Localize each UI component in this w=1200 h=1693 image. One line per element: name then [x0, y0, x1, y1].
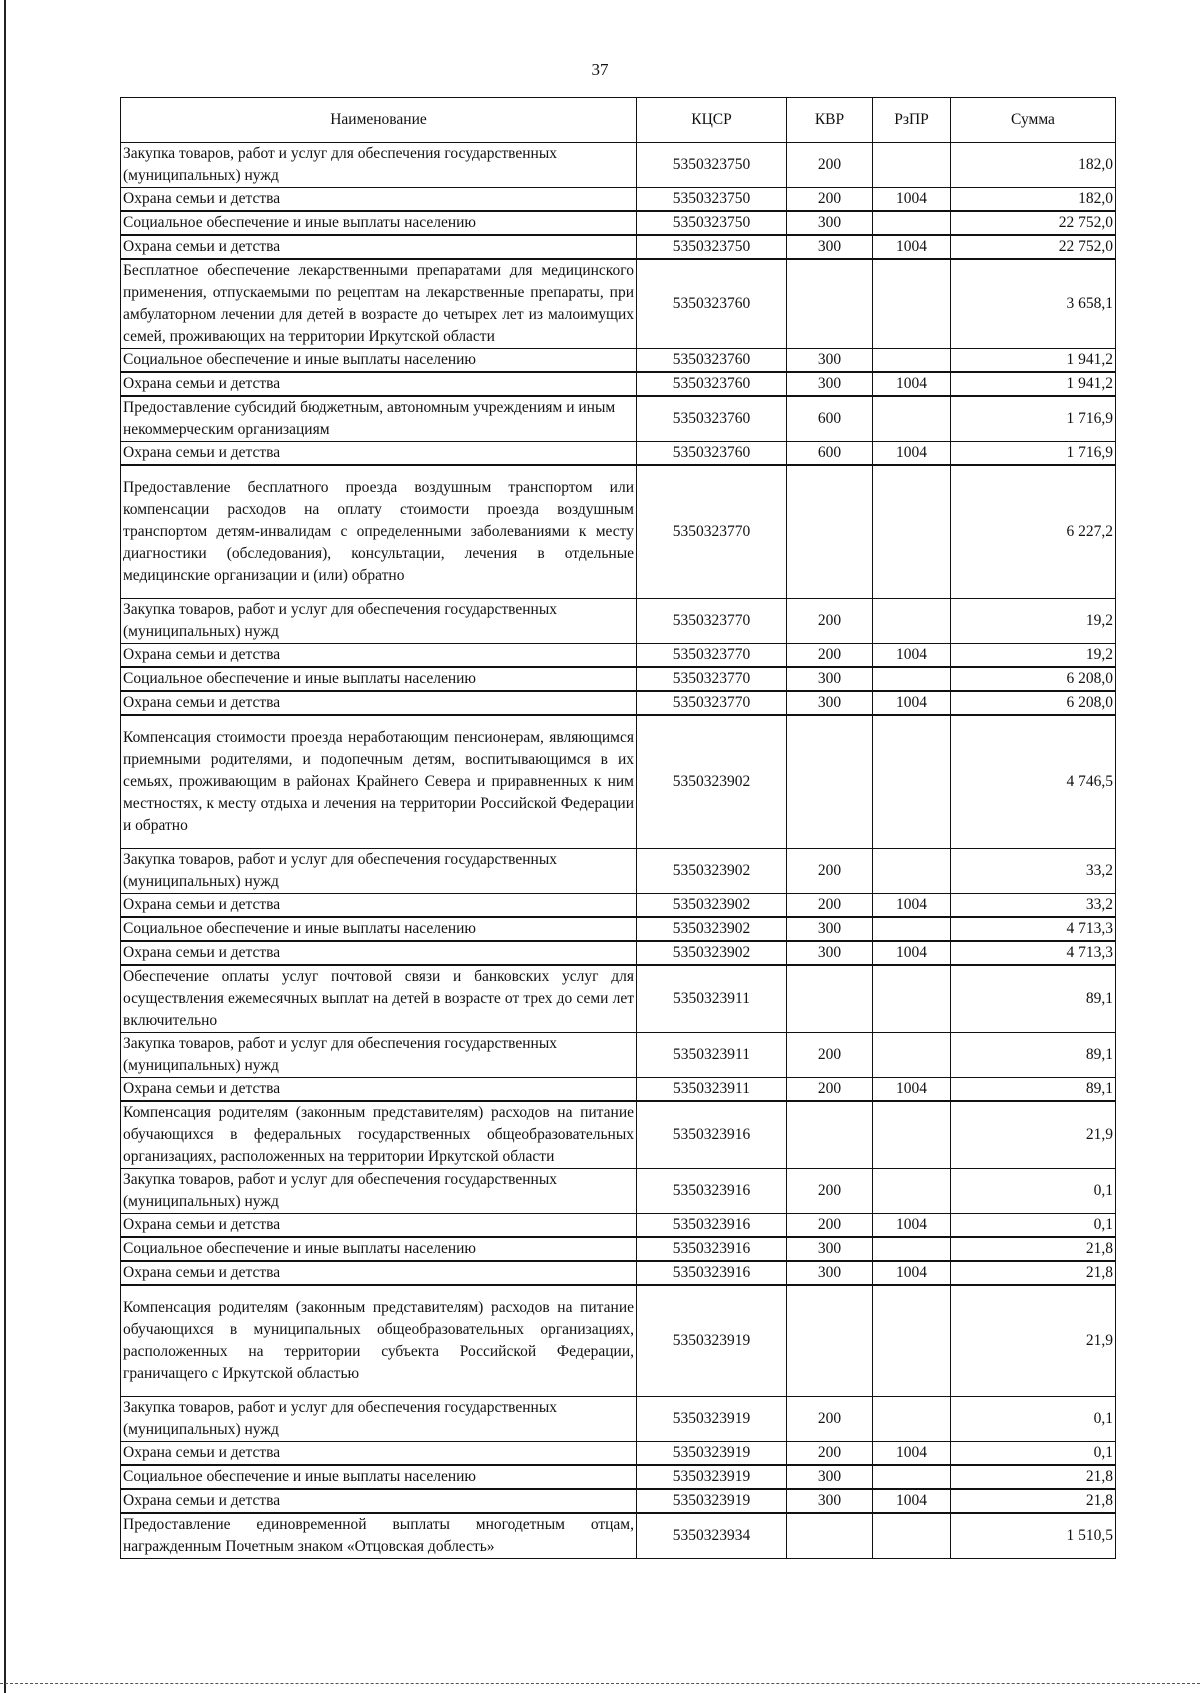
cell-rzpr: 1004 [873, 442, 951, 466]
cell-rzpr: 1004 [873, 691, 951, 715]
cell-sum: 6 227,2 [951, 465, 1116, 599]
table-row [121, 1101, 1116, 1169]
cell-code: 5350323919 [637, 1465, 787, 1489]
cell-code: 5350323916 [637, 1101, 787, 1169]
cell-kvr: 200 [787, 849, 873, 894]
table-row [121, 442, 1116, 466]
cell-kvr: 300 [787, 235, 873, 259]
cell-code: 5350323760 [637, 349, 787, 373]
cell-sum: 21,8 [951, 1465, 1116, 1489]
cell-code: 5350323750 [637, 188, 787, 212]
cell-kvr: 300 [787, 1261, 873, 1285]
cell-sum: 33,2 [951, 894, 1116, 918]
cell-sum: 182,0 [951, 188, 1116, 212]
cell-kvr: 200 [787, 1442, 873, 1466]
cell-sum: 1 716,9 [951, 396, 1116, 442]
cell-name: Предоставление единовременной выплаты многодетным отцам, награжденным Почетным знаком «Отцовская доблесть» [121, 1513, 637, 1559]
cell-name: Социальное обеспечение и иные выплаты населению [121, 349, 637, 373]
cell-rzpr [873, 1397, 951, 1442]
cell-code: 5350323916 [637, 1214, 787, 1238]
table-body [121, 143, 1116, 1559]
cell-kvr: 300 [787, 1465, 873, 1489]
cell-sum: 22 752,0 [951, 235, 1116, 259]
table-row [121, 1285, 1116, 1397]
cell-code: 5350323760 [637, 442, 787, 466]
cell-rzpr [873, 1169, 951, 1214]
scan-left-edge [4, 0, 6, 1693]
cell-rzpr: 1004 [873, 894, 951, 918]
cell-code: 5350323934 [637, 1513, 787, 1559]
table-row [121, 465, 1116, 599]
cell-rzpr [873, 1513, 951, 1559]
header-rzpr: РзПР [873, 98, 951, 143]
cell-rzpr: 1004 [873, 1442, 951, 1466]
cell-name: Социальное обеспечение и иные выплаты населению [121, 667, 637, 691]
table-row [121, 211, 1116, 235]
table-row [121, 1033, 1116, 1078]
cell-kvr: 200 [787, 599, 873, 644]
cell-rzpr [873, 1285, 951, 1397]
cell-rzpr [873, 1237, 951, 1261]
cell-kvr: 300 [787, 667, 873, 691]
table-row [121, 941, 1116, 965]
cell-rzpr [873, 396, 951, 442]
cell-sum: 182,0 [951, 143, 1116, 188]
cell-sum: 21,9 [951, 1101, 1116, 1169]
cell-name: Закупка товаров, работ и услуг для обеспечения государственных (муниципальных) нужд [121, 1169, 637, 1214]
cell-sum: 89,1 [951, 1078, 1116, 1102]
cell-name: Социальное обеспечение и иные выплаты населению [121, 211, 637, 235]
cell-sum: 33,2 [951, 849, 1116, 894]
table-row [121, 1214, 1116, 1238]
cell-name: Социальное обеспечение и иные выплаты населению [121, 917, 637, 941]
cell-name: Бесплатное обеспечение лекарственными препаратами для медицинского применения, отпускаемыми по рецептам на лекарственные препараты, при амбулаторном лечении для детей в возрасте до четырех лет из малоимущих семей, проживающих на территории Иркутской области [121, 259, 637, 349]
cell-kvr: 300 [787, 1489, 873, 1513]
cell-kvr: 200 [787, 1397, 873, 1442]
cell-name: Охрана семьи и детства [121, 1078, 637, 1102]
table-row [121, 965, 1116, 1033]
cell-rzpr [873, 259, 951, 349]
cell-code: 5350323902 [637, 941, 787, 965]
cell-name: Охрана семьи и детства [121, 1261, 637, 1285]
table-row [121, 1513, 1116, 1559]
scan-bottom-edge [0, 1683, 1200, 1684]
cell-kvr: 600 [787, 396, 873, 442]
cell-sum: 89,1 [951, 1033, 1116, 1078]
cell-sum: 4 746,5 [951, 715, 1116, 849]
cell-sum: 1 941,2 [951, 372, 1116, 396]
cell-rzpr [873, 465, 951, 599]
cell-kvr [787, 465, 873, 599]
cell-name: Охрана семьи и детства [121, 1442, 637, 1466]
cell-kvr: 200 [787, 143, 873, 188]
cell-sum: 0,1 [951, 1169, 1116, 1214]
cell-name: Предоставление бесплатного проезда воздушным транспортом или компенсации расходов на оплату стоимости проезда воздушным транспортом детям-инвалидам с определенными заболеваниями к месту диагностики (обследования), консультации, лечения в отдельные медицинские организации и (или) обратно [121, 465, 637, 599]
cell-kvr: 300 [787, 917, 873, 941]
page-number: 37 [591, 60, 609, 79]
cell-rzpr [873, 917, 951, 941]
cell-code: 5350323750 [637, 143, 787, 188]
cell-sum: 0,1 [951, 1442, 1116, 1466]
cell-kvr [787, 1513, 873, 1559]
cell-kvr: 300 [787, 211, 873, 235]
cell-sum: 3 658,1 [951, 259, 1116, 349]
cell-code: 5350323919 [637, 1489, 787, 1513]
cell-code: 5350323902 [637, 917, 787, 941]
cell-sum: 21,8 [951, 1261, 1116, 1285]
cell-code: 5350323916 [637, 1261, 787, 1285]
table-row [121, 1169, 1116, 1214]
cell-name: Предоставление субсидий бюджетным, автономным учреждениям и иным некоммерческим организациям [121, 396, 637, 442]
cell-sum: 0,1 [951, 1214, 1116, 1238]
table-row [121, 143, 1116, 188]
cell-sum: 19,2 [951, 599, 1116, 644]
cell-sum: 0,1 [951, 1397, 1116, 1442]
cell-rzpr [873, 667, 951, 691]
cell-rzpr [873, 211, 951, 235]
cell-name: Охрана семьи и детства [121, 1214, 637, 1238]
cell-code: 5350323911 [637, 1033, 787, 1078]
table-row [121, 1489, 1116, 1513]
cell-rzpr [873, 143, 951, 188]
cell-name: Охрана семьи и детства [121, 894, 637, 918]
cell-name: Охрана семьи и детства [121, 235, 637, 259]
table-row [121, 372, 1116, 396]
cell-sum: 6 208,0 [951, 691, 1116, 715]
cell-rzpr: 1004 [873, 188, 951, 212]
cell-kvr: 200 [787, 1214, 873, 1238]
cell-code: 5350323770 [637, 465, 787, 599]
cell-rzpr: 1004 [873, 372, 951, 396]
cell-code: 5350323770 [637, 644, 787, 668]
table-row [121, 188, 1116, 212]
cell-code: 5350323919 [637, 1397, 787, 1442]
table-row [121, 894, 1116, 918]
table-row [121, 691, 1116, 715]
cell-kvr [787, 1285, 873, 1397]
cell-code: 5350323770 [637, 691, 787, 715]
cell-rzpr [873, 965, 951, 1033]
table-row [121, 235, 1116, 259]
table-row [121, 715, 1116, 849]
budget-table [120, 97, 1116, 1559]
table-row [121, 1237, 1116, 1261]
cell-rzpr [873, 715, 951, 849]
cell-rzpr: 1004 [873, 644, 951, 668]
cell-code: 5350323902 [637, 715, 787, 849]
cell-name: Обеспечение оплаты услуг почтовой связи и банковских услуг для осуществления ежемесячных выплат на детей в возрасте от трех до семи лет включительно [121, 965, 637, 1033]
cell-kvr [787, 1101, 873, 1169]
cell-code: 5350323919 [637, 1285, 787, 1397]
cell-kvr: 300 [787, 1237, 873, 1261]
cell-name: Компенсация родителям (законным представителям) расходов на питание обучающихся в муниципальных общеобразовательных организациях, расположенных на территории субъекта Российской Федерации, граничащего с Иркутской областью [121, 1285, 637, 1397]
cell-name: Компенсация родителям (законным представителям) расходов на питание обучающихся в федеральных государственных общеобразовательных организациях, расположенных на территории Иркутской области [121, 1101, 637, 1169]
cell-kvr: 300 [787, 691, 873, 715]
table-row [121, 1397, 1116, 1442]
cell-code: 5350323760 [637, 396, 787, 442]
cell-name: Закупка товаров, работ и услуг для обеспечения государственных (муниципальных) нужд [121, 1033, 637, 1078]
cell-kvr: 200 [787, 1078, 873, 1102]
table-row [121, 349, 1116, 373]
cell-name: Охрана семьи и детства [121, 691, 637, 715]
table-row [121, 644, 1116, 668]
cell-code: 5350323911 [637, 1078, 787, 1102]
cell-name: Закупка товаров, работ и услуг для обеспечения государственных (муниципальных) нужд [121, 143, 637, 188]
cell-name: Социальное обеспечение и иные выплаты населению [121, 1465, 637, 1489]
cell-sum: 1 941,2 [951, 349, 1116, 373]
table-row [121, 1078, 1116, 1102]
cell-kvr: 200 [787, 1033, 873, 1078]
cell-rzpr: 1004 [873, 1078, 951, 1102]
cell-kvr: 300 [787, 349, 873, 373]
table-row [121, 259, 1116, 349]
cell-code: 5350323760 [637, 372, 787, 396]
cell-kvr: 600 [787, 442, 873, 466]
cell-code: 5350323919 [637, 1442, 787, 1466]
cell-rzpr: 1004 [873, 235, 951, 259]
cell-code: 5350323911 [637, 965, 787, 1033]
cell-code: 5350323750 [637, 211, 787, 235]
cell-sum: 21,8 [951, 1237, 1116, 1261]
table-row [121, 917, 1116, 941]
cell-kvr [787, 715, 873, 849]
cell-code: 5350323916 [637, 1237, 787, 1261]
cell-rzpr [873, 1101, 951, 1169]
cell-name: Компенсация стоимости проезда неработающим пенсионерам, являющимся приемными родителями, и подопечным детям, воспитывающимся в их семьях, проживающим в районах Крайнего Севера и приравненных к ним местностях, к месту отдыха и лечения на территории Российской Федерации и обратно [121, 715, 637, 849]
cell-rzpr [873, 349, 951, 373]
cell-code: 5350323760 [637, 259, 787, 349]
cell-sum: 4 713,3 [951, 917, 1116, 941]
cell-sum: 21,9 [951, 1285, 1116, 1397]
table-row [121, 1261, 1116, 1285]
cell-name: Охрана семьи и детства [121, 1489, 637, 1513]
cell-name: Закупка товаров, работ и услуг для обеспечения государственных (муниципальных) нужд [121, 1397, 637, 1442]
header-kvr: КВР [787, 98, 873, 143]
cell-code: 5350323770 [637, 599, 787, 644]
table-row [121, 849, 1116, 894]
cell-name: Охрана семьи и детства [121, 372, 637, 396]
cell-rzpr [873, 1033, 951, 1078]
cell-code: 5350323916 [637, 1169, 787, 1214]
cell-rzpr: 1004 [873, 1261, 951, 1285]
cell-sum: 22 752,0 [951, 211, 1116, 235]
cell-sum: 1 510,5 [951, 1513, 1116, 1559]
cell-name: Закупка товаров, работ и услуг для обеспечения государственных (муниципальных) нужд [121, 849, 637, 894]
cell-name: Охрана семьи и детства [121, 442, 637, 466]
header-name: Наименование [121, 98, 637, 143]
cell-rzpr: 1004 [873, 941, 951, 965]
cell-rzpr [873, 599, 951, 644]
cell-code: 5350323770 [637, 667, 787, 691]
cell-rzpr: 1004 [873, 1214, 951, 1238]
cell-sum: 4 713,3 [951, 941, 1116, 965]
table-row [121, 1442, 1116, 1466]
cell-kvr [787, 259, 873, 349]
cell-rzpr [873, 849, 951, 894]
cell-kvr: 200 [787, 188, 873, 212]
table-row [121, 396, 1116, 442]
cell-code: 5350323902 [637, 849, 787, 894]
cell-rzpr: 1004 [873, 1489, 951, 1513]
header-sum: Сумма [951, 98, 1116, 143]
table-row [121, 1465, 1116, 1489]
cell-sum: 21,8 [951, 1489, 1116, 1513]
cell-kvr [787, 965, 873, 1033]
cell-name: Охрана семьи и детства [121, 941, 637, 965]
cell-name: Социальное обеспечение и иные выплаты населению [121, 1237, 637, 1261]
cell-sum: 6 208,0 [951, 667, 1116, 691]
cell-name: Охрана семьи и детства [121, 188, 637, 212]
cell-code: 5350323750 [637, 235, 787, 259]
cell-code: 5350323902 [637, 894, 787, 918]
table-row [121, 599, 1116, 644]
cell-sum: 89,1 [951, 965, 1116, 1033]
cell-kvr: 300 [787, 372, 873, 396]
cell-sum: 19,2 [951, 644, 1116, 668]
cell-kvr: 300 [787, 941, 873, 965]
cell-kvr: 200 [787, 644, 873, 668]
table-row [121, 667, 1116, 691]
table-header-row [121, 98, 1116, 143]
cell-name: Охрана семьи и детства [121, 644, 637, 668]
cell-kvr: 200 [787, 1169, 873, 1214]
cell-kvr: 200 [787, 894, 873, 918]
cell-rzpr [873, 1465, 951, 1489]
cell-sum: 1 716,9 [951, 442, 1116, 466]
header-code: КЦСР [637, 98, 787, 143]
cell-name: Закупка товаров, работ и услуг для обеспечения государственных (муниципальных) нужд [121, 599, 637, 644]
